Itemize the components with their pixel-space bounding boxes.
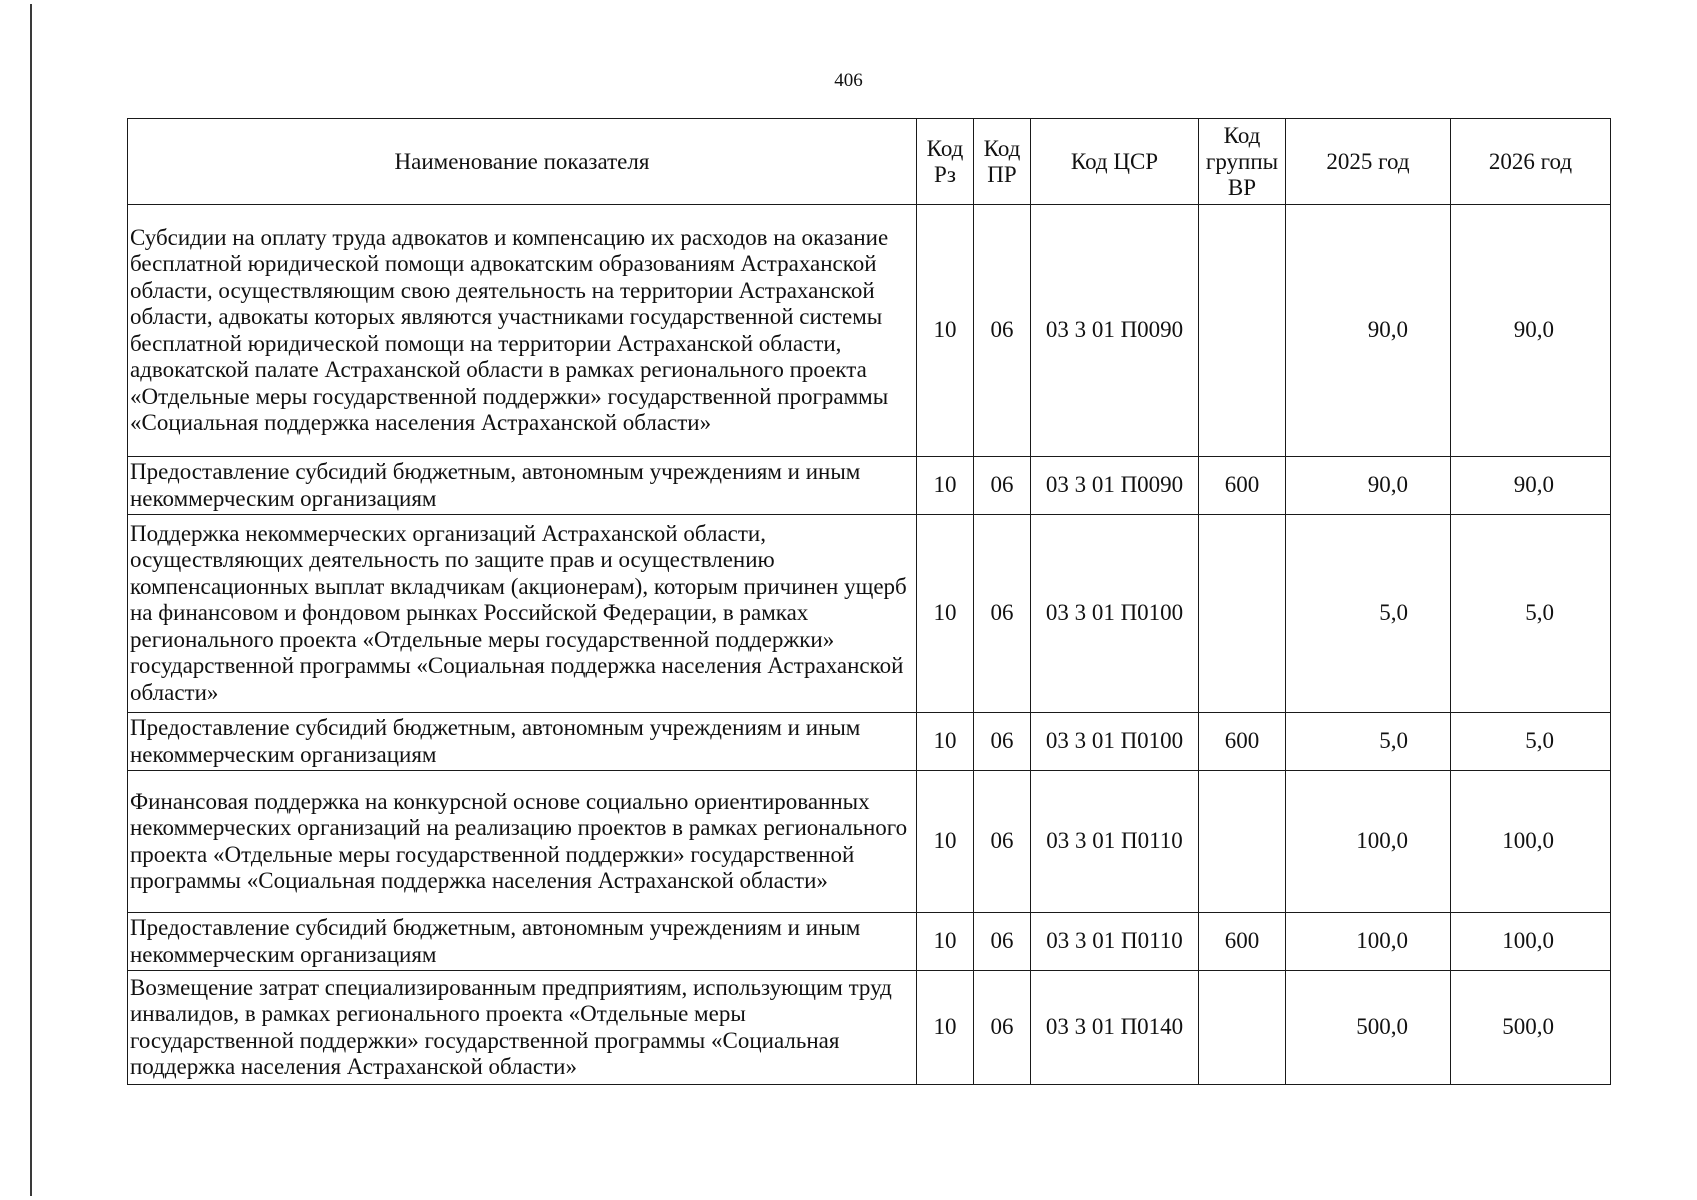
row-rz: 10 bbox=[917, 971, 974, 1085]
row-pr: 06 bbox=[974, 457, 1031, 515]
header-name: Наименование показателя bbox=[128, 119, 917, 205]
row-csr: 03 3 01 П0110 bbox=[1031, 771, 1199, 913]
row-name: Субсидии на оплату труда адвокатов и компенсацию их расходов на оказание бесплатной юридической помощи адвокатским образованиям Астраханской области, осуществляющим свою деятельность на территории Астраханской области, адвокаты которых являются участниками государственной системы бесплатной юридической помощи на территории Астраханской области, адвокатской палате Астраханской области в рамках регионального проекта «Отдельные меры государственной поддержки» государственной программы «Социальная поддержка населения Астраханской области» bbox=[128, 205, 917, 457]
row-rz: 10 bbox=[917, 457, 974, 515]
row-name: Предоставление субсидий бюджетным, автономным учреждениям и иным некоммерческим организациям bbox=[128, 713, 917, 771]
table-row bbox=[128, 457, 1611, 515]
row-pr: 06 bbox=[974, 205, 1031, 457]
row-2026: 100,0 bbox=[1451, 913, 1611, 971]
row-2025: 500,0 bbox=[1286, 971, 1451, 1085]
row-pr: 06 bbox=[974, 913, 1031, 971]
row-2025: 90,0 bbox=[1286, 205, 1451, 457]
row-csr: 03 3 01 П0090 bbox=[1031, 205, 1199, 457]
header-vr: Код группы ВР bbox=[1199, 119, 1286, 205]
header-pr: Код ПР bbox=[974, 119, 1031, 205]
row-name: Предоставление субсидий бюджетным, автономным учреждениям и иным некоммерческим организациям bbox=[128, 457, 917, 515]
row-vr bbox=[1199, 515, 1286, 713]
header-2025: 2025 год bbox=[1286, 119, 1451, 205]
scan-edge-line bbox=[30, 4, 32, 1196]
budget-table bbox=[127, 118, 1611, 1085]
row-csr: 03 3 01 П0100 bbox=[1031, 515, 1199, 713]
page-number: 406 bbox=[834, 70, 863, 91]
row-rz: 10 bbox=[917, 913, 974, 971]
header-rz: Код Рз bbox=[917, 119, 974, 205]
row-vr: 600 bbox=[1199, 713, 1286, 771]
row-name: Финансовая поддержка на конкурсной основе социально ориентированных некоммерческих организаций на реализацию проектов в рамках регионального проекта «Отдельные меры государственной поддержки» государственной программы «Социальная поддержка населения Астраханской области» bbox=[128, 771, 917, 913]
row-2026: 90,0 bbox=[1451, 457, 1611, 515]
row-rz: 10 bbox=[917, 205, 974, 457]
row-pr: 06 bbox=[974, 971, 1031, 1085]
row-rz: 10 bbox=[917, 771, 974, 913]
table-row bbox=[128, 205, 1611, 457]
header-2026: 2026 год bbox=[1451, 119, 1611, 205]
row-pr: 06 bbox=[974, 713, 1031, 771]
table-row bbox=[128, 515, 1611, 713]
row-csr: 03 3 01 П0100 bbox=[1031, 713, 1199, 771]
row-csr: 03 3 01 П0110 bbox=[1031, 913, 1199, 971]
table-row bbox=[128, 971, 1611, 1085]
row-name: Возмещение затрат специализированным предприятиям, использующим труд инвалидов, в рамках регионального проекта «Отдельные меры государственной поддержки» государственной программы «Социальная поддержка населения Астраханской области» bbox=[128, 971, 917, 1085]
row-vr: 600 bbox=[1199, 913, 1286, 971]
table-row bbox=[128, 713, 1611, 771]
row-2026: 100,0 bbox=[1451, 771, 1611, 913]
row-rz: 10 bbox=[917, 515, 974, 713]
row-csr: 03 3 01 П0090 bbox=[1031, 457, 1199, 515]
row-2025: 5,0 bbox=[1286, 515, 1451, 713]
row-vr bbox=[1199, 205, 1286, 457]
row-2026: 5,0 bbox=[1451, 515, 1611, 713]
table-row bbox=[128, 913, 1611, 971]
row-vr bbox=[1199, 771, 1286, 913]
row-2025: 90,0 bbox=[1286, 457, 1451, 515]
row-2025: 100,0 bbox=[1286, 913, 1451, 971]
row-pr: 06 bbox=[974, 515, 1031, 713]
row-vr bbox=[1199, 971, 1286, 1085]
row-2025: 100,0 bbox=[1286, 771, 1451, 913]
header-csr: Код ЦСР bbox=[1031, 119, 1199, 205]
row-name: Поддержка некоммерческих организаций Астраханской области, осуществляющих деятельность по защите прав и осуществлению компенсационных выплат вкладчикам (акционерам), которым причинен ущерб на финансовом и фондовом рынках Российской Федерации, в рамках регионального проекта «Отдельные меры государственной поддержки» государственной программы «Социальная поддержка населения Астраханской области» bbox=[128, 515, 917, 713]
row-rz: 10 bbox=[917, 713, 974, 771]
row-name: Предоставление субсидий бюджетным, автономным учреждениям и иным некоммерческим организациям bbox=[128, 913, 917, 971]
row-2025: 5,0 bbox=[1286, 713, 1451, 771]
row-2026: 5,0 bbox=[1451, 713, 1611, 771]
row-2026: 500,0 bbox=[1451, 971, 1611, 1085]
row-pr: 06 bbox=[974, 771, 1031, 913]
row-csr: 03 3 01 П0140 bbox=[1031, 971, 1199, 1085]
row-2026: 90,0 bbox=[1451, 205, 1611, 457]
table-header-row bbox=[128, 119, 1611, 205]
row-vr: 600 bbox=[1199, 457, 1286, 515]
table-row bbox=[128, 771, 1611, 913]
